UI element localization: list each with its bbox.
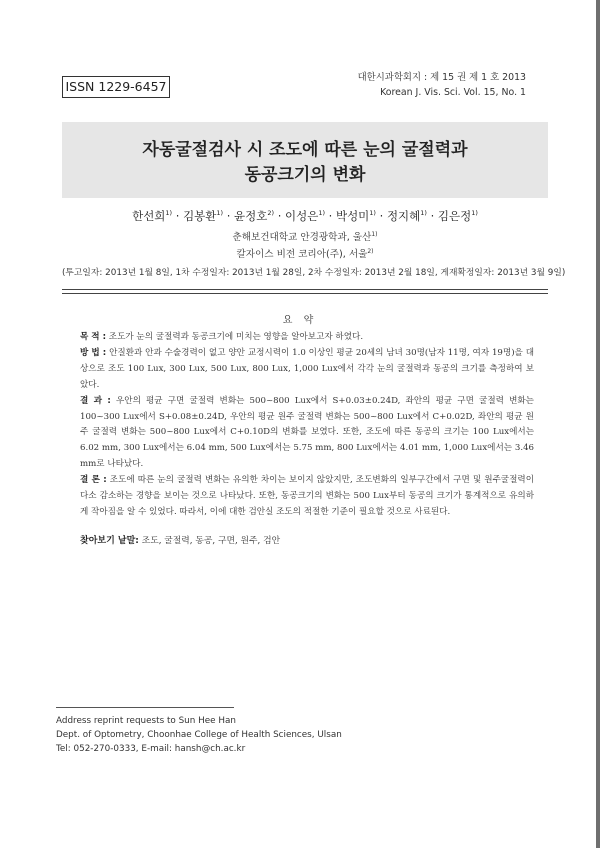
abstract-purpose: 목 적 : 조도가 눈의 굴절력과 동공크기에 미치는 영향을 알아보고자 하였다.: [80, 332, 364, 342]
footnote-address: Address reprint requests to Sun Hee Han: [56, 716, 236, 726]
divider-top: [62, 289, 548, 290]
author-separator: ·: [226, 209, 231, 223]
author: 박성미$^{1)}$: [335, 209, 376, 223]
author: 이성은$^{1)}$: [285, 209, 325, 223]
issn-box: ISSN 1229-6457: [62, 76, 170, 98]
author-separator: ·: [175, 209, 180, 223]
author: 김봉환$^{1)}$: [183, 209, 224, 223]
keywords: [80, 533, 280, 546]
footnote-rule: [56, 707, 234, 708]
journal-citation: [358, 70, 526, 100]
submission-dates: (투고일자: 2013년 1월 8일, 1차 수정일자: 2013년 1월 28일, 2차 수정일자: 2013년 2월 18일, 게재확정일자: 2013년 3월 9일): [62, 268, 566, 278]
author-separator: ·: [379, 209, 384, 223]
footnote-contact: Tel: 052-270-0333, E-mail: hansh@ch.ac.kr: [56, 744, 246, 754]
journal-citation-korean: 대한시과학회지 : 제 15 권 제 1 호 2013: [357, 72, 526, 83]
author: 정지혜$^{1)}$: [386, 209, 427, 223]
paper-title: [62, 138, 548, 188]
author: 윤정호$^{2)}$: [234, 209, 275, 223]
divider-top-double: [62, 293, 548, 294]
author: 김은정$^{1)}$: [437, 209, 478, 223]
author: 한선희$^{1)}$: [132, 209, 173, 223]
abstract-methods: 방 법 : 안질환과 안과 수술경력이 없고 양안 교정시력이 1.0 이상인 평균 20세의 남녀 30명(남자 11명, 여자 19명)을 대상으로 조도 100 Lux, 300 Lux, 500 Lux, 800 Lux, 1,000 Lux에서 각각 눈의 굴절력과 동공의 크기를 측정하여 보았다.: [80, 347, 534, 390]
abstract-conclusion: 결 론 : 조도에 따른 눈의 굴절력 변화는 유의한 차이는 보이지 않았지만, 조도변화의 일부구간에서 구면 및 원주굴절력이 다소 감소하는 경향을 보이는 것으로 나타났다. 또한, 동공크기의 변화는 500 Lux부터 동공의 크기가 통계적으로 유의하게 작아짐을 알 수 있었다. 따라서, 이에 대한 검안실 조도의 적절한 기준이 필요할 것으로 사료된다.: [80, 475, 535, 517]
abstract-body: [80, 330, 534, 521]
author-separator: ·: [277, 209, 282, 223]
keywords-text: 조도, 굴절력, 동공, 구면, 원주, 검안: [141, 536, 281, 546]
author-separator: ·: [328, 209, 333, 223]
paper-title-line-2: 동공크기의 변화: [244, 165, 366, 185]
author-list: [62, 208, 548, 224]
affiliation-1: 춘해보건대학교 안경광학과, 울산$^{1)}$: [232, 230, 378, 243]
abstract-heading: 요 약: [282, 315, 318, 326]
author-separator: ·: [430, 209, 435, 223]
affiliation-2: 칼자이스 비전 코리아(주), 서울$^{2)}$: [236, 247, 374, 260]
footnote-department: Dept. of Optometry, Choonhae College of Health Sciences, Ulsan: [56, 730, 342, 740]
paper-title-line-1: 자동굴절검사 시 조도에 따른 눈의 굴절력과: [142, 140, 468, 160]
abstract-results: 결 과 : 우안의 평균 구면 굴절력 변화는 500~800 Lux에서 S+0.03±0.24D, 좌안의 평균 구면 굴절력 변화는 100~300 Lux에서 S+0.08±0.24D, 우안의 평균 원주 굴절력 변화는 500~800 Lux에서 C+0.02D, 좌안의 평균 원주 굴절력 변화는 500~800 Lux에서 C+0.10D의 변화를 보였다. 또한, 조도에 따른 동공의 크기는 100 Lux에서는 6.02 mm, 300 Lux에서는 6.04 mm, 500 Lux에서는 5.75 mm, 800 Lux에서는 4.01 mm, 1,000 Lux에서는 3.46 mm로 나타났다.: [80, 395, 534, 470]
page-edge-bar: [596, 0, 600, 848]
keywords-label: 찾아보기 낱말:: [80, 536, 139, 546]
journal-citation-english: Korean J. Vis. Sci. Vol. 15, No. 1: [380, 87, 526, 98]
footnote: [56, 714, 342, 756]
